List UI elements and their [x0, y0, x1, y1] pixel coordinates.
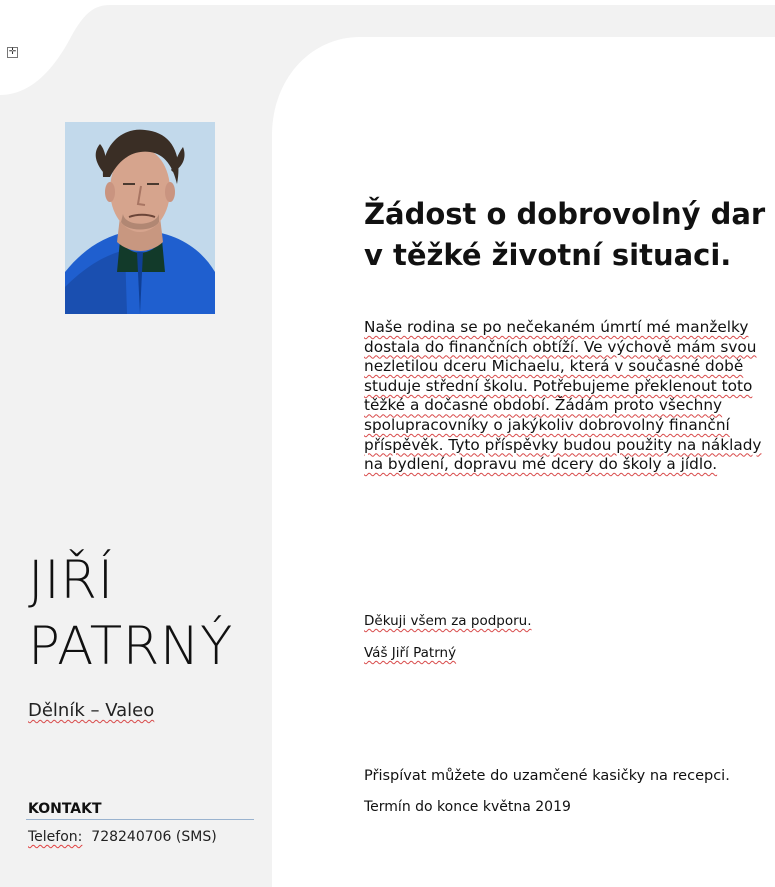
- person-first-name: JIŘÍ: [28, 550, 114, 611]
- document-title: Žádost o dobrovolný dar v těžké životní situaci.: [364, 197, 766, 272]
- donation-info: Přispívat můžete do uzamčené kasičky na recepci.: [364, 768, 730, 784]
- profile-photo: [65, 122, 215, 314]
- person-name: [28, 548, 268, 680]
- job-title: Dělník – Valeo: [28, 700, 155, 721]
- portrait-illustration: [65, 122, 215, 314]
- phone-label: Telefon:: [28, 829, 83, 845]
- contact-divider: [26, 819, 254, 820]
- thanks-line: Děkuji všem za podporu.: [364, 613, 532, 629]
- signature-line: Váš Jiří Patrný: [364, 645, 457, 661]
- body-paragraph: Naše rodina se po nečekaném úmrtí mé manželky dostala do finančních obtíží. Ve výchově mám svou nezletilou dceru Michaelu, která v současné době studuje střední školu. Potřebujeme překlenout toto těžké a dočasné období. Žádám proto všechny spolupracovníky o jakýkoliv dobrovolný finanční příspěvěk. Tyto příspěvky budou použity na náklady na bydlení, dopravu mé dcery do školy a jídlo.: [364, 318, 762, 474]
- table-move-handle-icon[interactable]: ✛: [8, 47, 17, 57]
- phone-value: 728240706 (SMS): [91, 829, 217, 845]
- deadline-line: Termín do konce května 2019: [364, 799, 571, 815]
- phone-line: [28, 829, 217, 845]
- contact-heading: KONTAKT: [28, 801, 102, 817]
- person-last-name: PATRNÝ: [28, 616, 233, 677]
